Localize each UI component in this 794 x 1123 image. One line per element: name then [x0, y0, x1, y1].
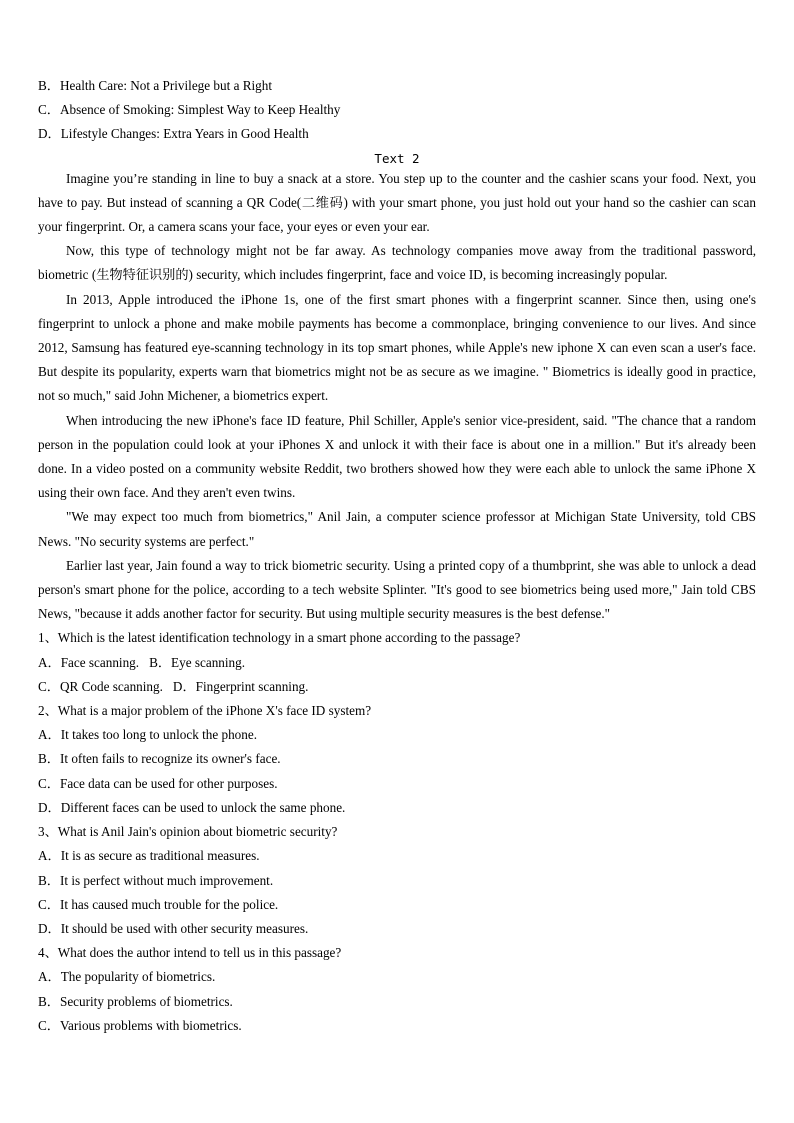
- prev-option-b: B．Health Care: Not a Privilege but a Right: [38, 78, 273, 93]
- option-row: [38, 675, 756, 699]
- question-stem: 1、Which is the latest identification technology in a smart phone according to the passage?: [38, 630, 521, 646]
- option-b: B．It is perfect without much improvement.: [38, 872, 274, 888]
- paragraph: Imagine you’re standing in line to buy a snack at a store. You step up to the counter and the cashier scans your food. Next, you have to pay. But instead of scanning a QR Code(二维码) with your smart phone, you just hold out your hand so the cashier can scan your fingerprint. Or, a camera scans your face, your eyes or even your ear.: [38, 170, 756, 235]
- question-stem: 4、What does the author intend to tell us in this passage?: [38, 945, 342, 961]
- document-page: [38, 74, 756, 1038]
- option-b: B．It often fails to recognize its owner's face.: [38, 751, 281, 767]
- option-row: [38, 651, 756, 675]
- question-stem: 3、What is Anil Jain's opinion about biometric security?: [38, 824, 338, 840]
- paragraph: "We may expect too much from biometrics," Anil Jain, a computer science professor at Michigan State University, told CBS News. "No security systems are perfect.": [38, 509, 756, 549]
- option-b: B．Eye scanning.: [149, 654, 246, 670]
- paragraph: When introducing the new iPhone's face ID feature, Phil Schiller, Apple's senior vice-president, said. "The chance that a random person in the population could look at your iPhones X and unlock it with their face is about one in a million." But it's already been done. In a video posted on a community website Reddit, two brothers showed how they were each able to unlock the same iPhone X using their own face. And they aren't even twins.: [38, 412, 756, 501]
- prev-option-d: D．Lifestyle Changes: Extra Years in Good Health: [38, 126, 309, 142]
- option-a: A．The popularity of biometrics.: [38, 969, 216, 985]
- option-b: B．Security problems of biometrics.: [38, 993, 233, 1009]
- paragraph: In 2013, Apple introduced the iPhone 1s, one of the first smart phones with a fingerprint scanner. Since then, using one's fingerprint to unlock a phone and make mobile payments has become a commonplace, bringing convenience to our lives. And since 2012, Samsung has featured eye-scanning technology in its top smart phones, while Apple's new iphone X can even scan a user's face. But despite its popularity, experts warn that biometrics might not be as secure as we imagine. " Biometrics is ideally good in practice, not so much," said John Michener, a biometrics expert.: [38, 291, 756, 404]
- paragraph: Earlier last year, Jain found a way to trick biometric security. Using a printed copy of a thumbprint, she was able to unlock a dead person's smart phone for the police, according to a tech website Splinter. "It's good to see biometrics being used more," Jain told CBS News, "because it adds another factor for security. But using multiple security measures is the best defense.": [38, 557, 756, 622]
- option-c: C．QR Code scanning.: [38, 678, 163, 694]
- option-a: A．It is as secure as traditional measures.: [38, 848, 260, 864]
- option-d: D．Fingerprint scanning.: [172, 678, 309, 694]
- option-c: C．Various problems with biometrics.: [38, 1017, 242, 1033]
- paragraph: Now, this type of technology might not be far away. As technology companies move away from the traditional password, biometric (生物特征识别的) security, which includes fingerprint, face and voice ID, is becoming increasingly popular.: [38, 243, 756, 283]
- option-a: A．It takes too long to unlock the phone.: [38, 727, 258, 743]
- text-title: Text 2: [374, 150, 420, 166]
- prev-option-c: C．Absence of Smoking: Simplest Way to Keep Healthy: [38, 102, 341, 118]
- option-c: C．Face data can be used for other purposes.: [38, 775, 278, 791]
- option-d: D．Different faces can be used to unlock the same phone.: [38, 799, 346, 815]
- question-stem: 2、What is a major problem of the iPhone X's face ID system?: [38, 703, 372, 719]
- option-a: A．Face scanning.: [38, 654, 140, 670]
- option-d: D．It should be used with other security measures.: [38, 920, 309, 936]
- option-c: C．It has caused much trouble for the police.: [38, 896, 279, 912]
